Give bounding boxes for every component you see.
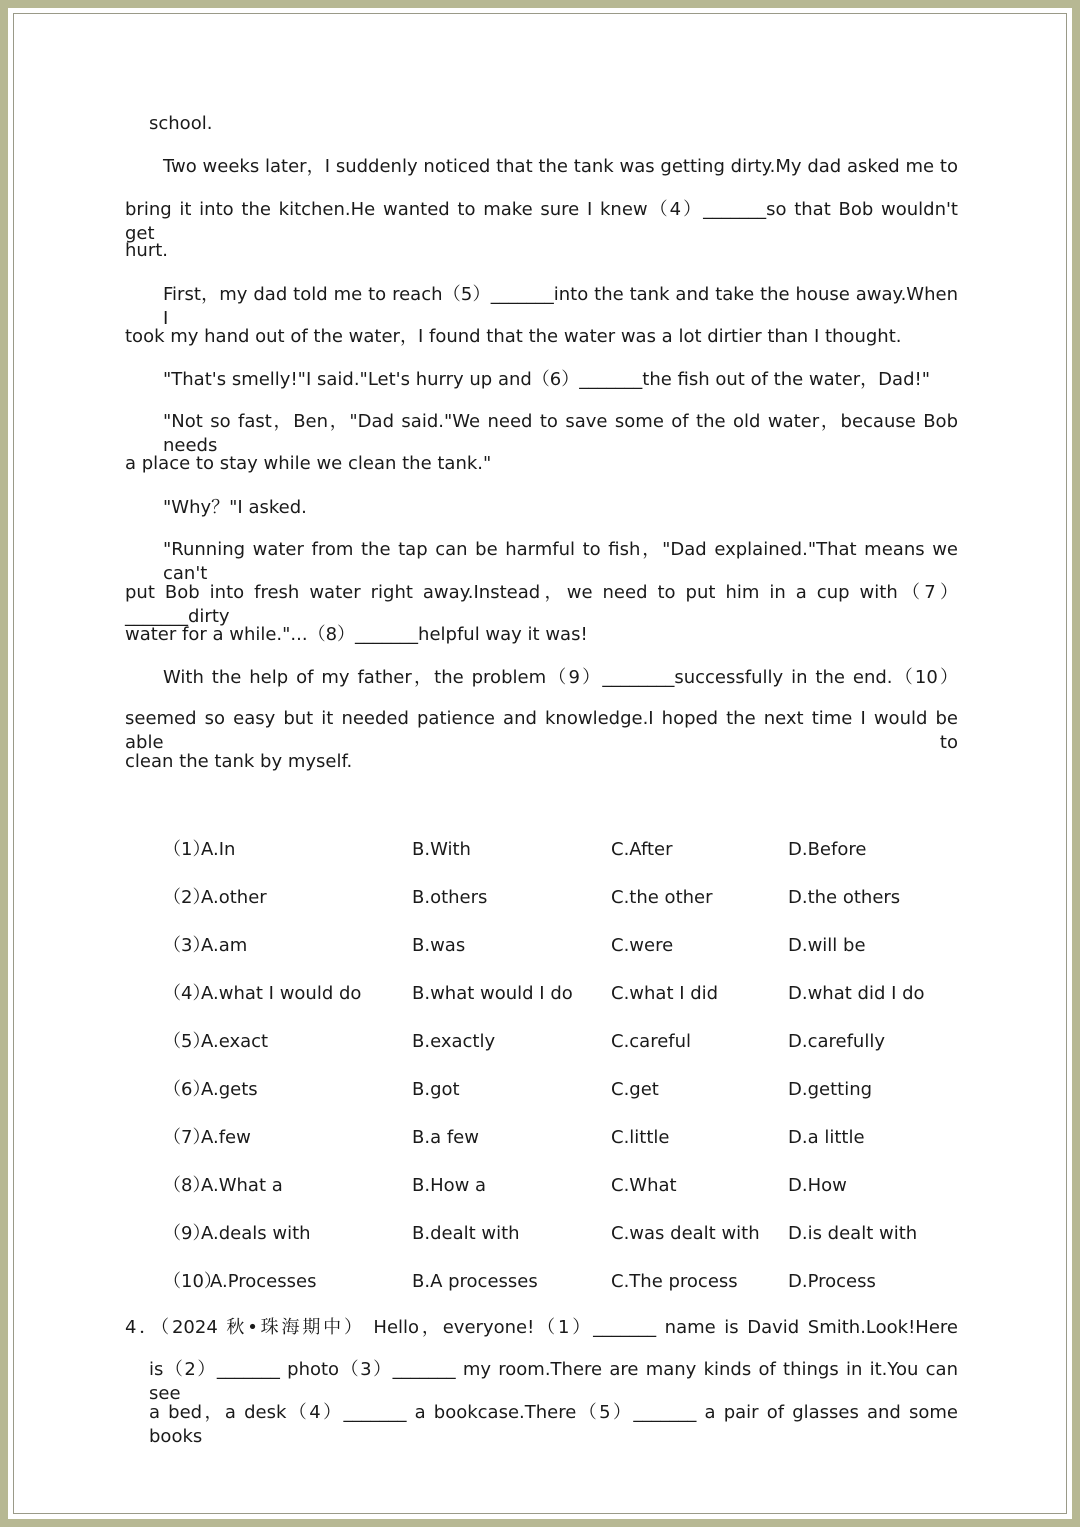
option-b: B.a few xyxy=(412,1127,479,1148)
passage-line-11: "Running water from the tap can be harmful to fish，"Dad explained."That means we can't xyxy=(163,539,958,584)
option-b: B.others xyxy=(412,887,488,908)
passage-line-8: "Not so fast，Ben，"Dad said."We need to save some of the old water，because Bob needs xyxy=(163,411,958,456)
passage-line-16: clean the tank by myself. xyxy=(125,751,353,772)
option-d: D.the others xyxy=(788,887,901,908)
question4-line-2: is（2）_______ photo（3）_______ my room.There are many kinds of things in it.You can see xyxy=(149,1359,958,1404)
passage-line-2: Two weeks later，I suddenly noticed that the tank was getting dirty.My dad asked me to xyxy=(163,156,958,177)
option-b: B.got xyxy=(412,1079,460,1100)
passage-line-7: "That's smelly!"I said."Let's hurry up and（6）_______the fish out of the water，Dad!" xyxy=(163,369,930,390)
option-c: C.little xyxy=(611,1127,670,1148)
option-d: D.carefully xyxy=(788,1031,885,1052)
option-number: （6） xyxy=(163,1079,211,1100)
passage-line-6: took my hand out of the water，I found that the water was a lot dirtier than I thought. xyxy=(125,326,902,347)
option-number: （2） xyxy=(163,887,211,908)
passage-line-4: hurt. xyxy=(125,240,168,261)
option-number: （3） xyxy=(163,935,211,956)
option-d: D.Process xyxy=(788,1271,876,1292)
option-d: D.is dealt with xyxy=(788,1223,918,1244)
question4-line-1: 4．（2024 秋•珠海期中） Hello，everyone!（1）_______ name is David Smith.Look!Here xyxy=(125,1317,958,1338)
option-c: C.get xyxy=(611,1079,659,1100)
option-number: （5） xyxy=(163,1031,211,1052)
option-a: A.am xyxy=(201,935,248,956)
passage-line-9: a place to stay while we clean the tank." xyxy=(125,453,492,474)
option-number: （9） xyxy=(163,1223,211,1244)
option-a: A.In xyxy=(201,839,236,860)
option-b: B.what would I do xyxy=(412,983,573,1004)
option-d: D.a little xyxy=(788,1127,865,1148)
option-b: B.With xyxy=(412,839,471,860)
option-d: D.will be xyxy=(788,935,866,956)
passage-line-14: With the help of my father，the problem（9）________successfully in the end.（10） xyxy=(163,667,958,688)
option-c: C.careful xyxy=(611,1031,692,1052)
option-d: D.getting xyxy=(788,1079,873,1100)
passage-line-12: put Bob into fresh water right away.Instead，we need to put him in a cup with（7）_______dirty xyxy=(125,582,958,627)
option-b: B.dealt with xyxy=(412,1223,520,1244)
option-c: C.After xyxy=(611,839,673,860)
passage-line-10: "Why？"I asked. xyxy=(163,497,307,518)
passage-line-13: water for a while."...（8）_______helpful way it was! xyxy=(125,624,588,645)
option-d: D.Before xyxy=(788,839,867,860)
option-a: A.deals with xyxy=(201,1223,311,1244)
option-a: A.exact xyxy=(201,1031,269,1052)
option-a: A.Processes xyxy=(210,1271,317,1292)
option-c: C.the other xyxy=(611,887,713,908)
option-c: C.was dealt with xyxy=(611,1223,760,1244)
option-number: （8） xyxy=(163,1175,211,1196)
option-number: （10） xyxy=(163,1271,222,1292)
option-b: B.How a xyxy=(412,1175,487,1196)
document-page xyxy=(8,8,1072,1519)
option-b: B.exactly xyxy=(412,1031,496,1052)
option-a: A.other xyxy=(201,887,267,908)
option-c: C.were xyxy=(611,935,674,956)
option-d: D.what did I do xyxy=(788,983,925,1004)
option-number: （7） xyxy=(163,1127,211,1148)
passage-line-5: First，my dad told me to reach（5）_______into the tank and take the house away.When I xyxy=(163,284,958,329)
option-a: A.few xyxy=(201,1127,251,1148)
option-c: C.The process xyxy=(611,1271,738,1292)
passage-line-3: bring it into the kitchen.He wanted to make sure I knew（4）_______so that Bob wouldn't get xyxy=(125,199,958,244)
option-a: A.What a xyxy=(201,1175,283,1196)
option-number: （1） xyxy=(163,839,211,860)
option-b: B.A processes xyxy=(412,1271,538,1292)
option-a: A.what I would do xyxy=(201,983,362,1004)
question4-line-3: a bed，a desk（4）_______ a bookcase.There（5）_______ a pair of glasses and some books xyxy=(149,1402,958,1447)
option-number: （4） xyxy=(163,983,211,1004)
option-d: D.How xyxy=(788,1175,847,1196)
option-c: C.What xyxy=(611,1175,677,1196)
option-c: C.what I did xyxy=(611,983,719,1004)
option-a: A.gets xyxy=(201,1079,258,1100)
passage-line-1: school. xyxy=(149,113,213,134)
option-b: B.was xyxy=(412,935,466,956)
passage-line-15: seemed so easy but it needed patience and knowledge.I hoped the next time I would be able to xyxy=(125,708,958,753)
